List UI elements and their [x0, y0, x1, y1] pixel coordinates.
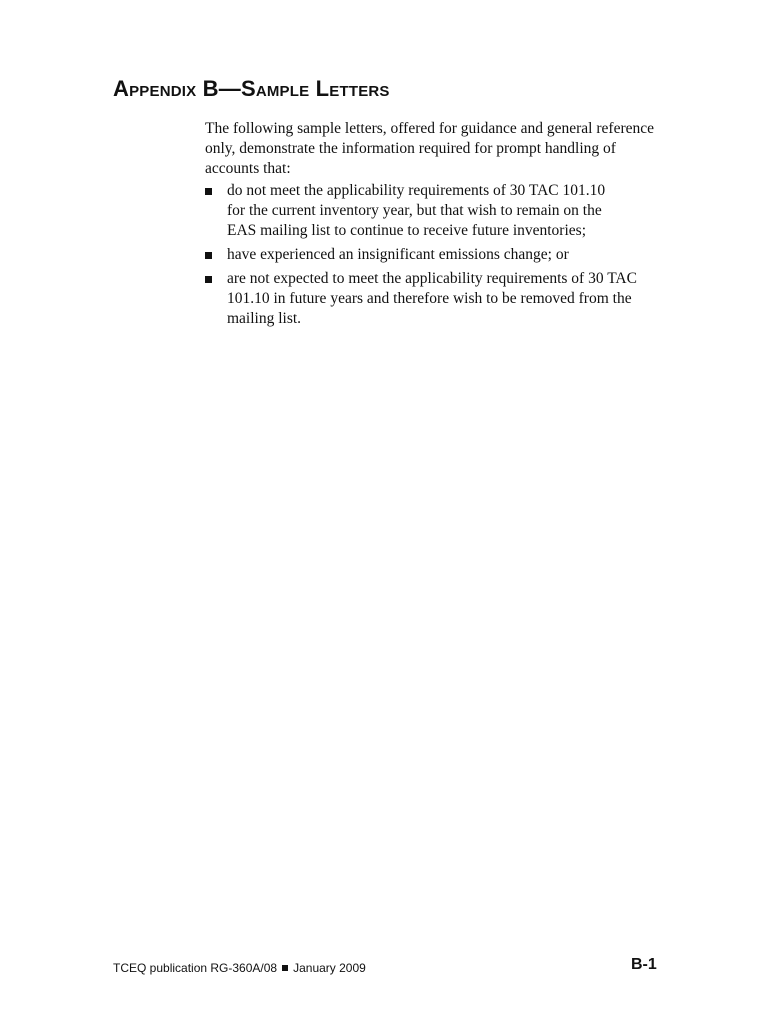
- bullet-line: mailing list.: [227, 310, 302, 327]
- page-number: B-1: [631, 956, 657, 973]
- intro-line: The following sample letters, offered for guidance and general reference: [205, 120, 655, 137]
- square-separator-icon: [282, 965, 288, 971]
- bullet-item: [205, 245, 665, 265]
- bullet-line: are not expected to meet the applicability requirements of 30 TAC: [227, 270, 637, 287]
- bullet-line: EAS mailing list to continue to receive future inventories;: [227, 222, 586, 239]
- bullet-line: for the current inventory year, but that wish to remain on the: [227, 202, 602, 219]
- intro-line: only, demonstrate the information required for prompt handling of: [205, 140, 616, 157]
- page-title: Appendix B—Sample Letters: [113, 76, 390, 101]
- intro-line: accounts that:: [205, 160, 291, 177]
- bullet-line: do not meet the applicability requirements of 30 TAC 101.10: [227, 182, 606, 199]
- page-footer: [113, 961, 366, 975]
- intro-paragraph: [205, 119, 655, 179]
- bullet-item: [205, 181, 665, 241]
- footer-publication: TCEQ publication RG-360A/08: [113, 961, 278, 975]
- footer-date: January 2009: [293, 961, 366, 975]
- bullet-line: have experienced an insignificant emissions change; or: [227, 246, 569, 263]
- bullet-line: 101.10 in future years and therefore wish to be removed from the: [227, 290, 632, 307]
- square-bullet-icon: [205, 188, 212, 195]
- square-bullet-icon: [205, 276, 212, 283]
- square-bullet-icon: [205, 252, 212, 259]
- bullet-item: [205, 269, 665, 329]
- bullet-list: [205, 181, 665, 333]
